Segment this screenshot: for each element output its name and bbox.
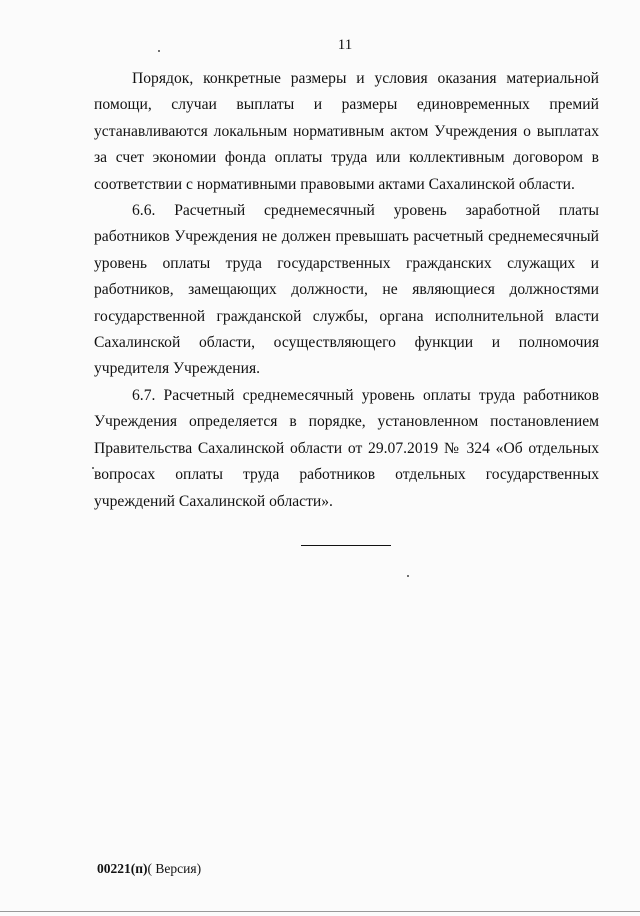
document-code: 00221(п) xyxy=(97,861,148,876)
scan-speck xyxy=(158,50,160,52)
end-separator-line xyxy=(301,545,391,546)
paragraph-material-assistance: Порядок, конкретные размеры и условия оказания материальной помощи, случаи выплаты и размеры единовременных премий устанавливаются локальным нормативным актом Учреждения о выплатах за счет экономии фонда оплаты труда или коллективным договором в соответствии с нормативными правовыми актами Сахалинской области. xyxy=(94,70,599,193)
paragraph-6-7: 6.7. Расчетный среднемесячный уровень оплаты труда работников Учреждения определяется в порядке, установленном постановлением Правительства Сахалинской области от 29.07.2019 № 324 «Об отдельных вопросах оплаты труда работников отдельных государственных учреждений Сахалинской области». xyxy=(94,386,599,510)
scan-bottom-edge xyxy=(0,911,640,912)
document-version-label: ( Версия) xyxy=(147,861,202,876)
page-number: 11 xyxy=(337,37,353,53)
scan-speck xyxy=(407,575,409,577)
document-footer xyxy=(97,861,201,877)
paragraph-6-6: 6.6. Расчетный среднемесячный уровень заработной платы работников Учреждения не должен превышать расчетный среднемесячный уровень оплаты труда государственных гражданских служащих и работников, замещающих должности, не являющиеся должностями государственной гражданской службы, органа исполнительной власти Сахалинской области, осуществляющего функции и полномочия учредителя Учреждения. xyxy=(94,202,599,378)
document-body xyxy=(94,66,599,515)
scan-speck xyxy=(92,467,94,469)
